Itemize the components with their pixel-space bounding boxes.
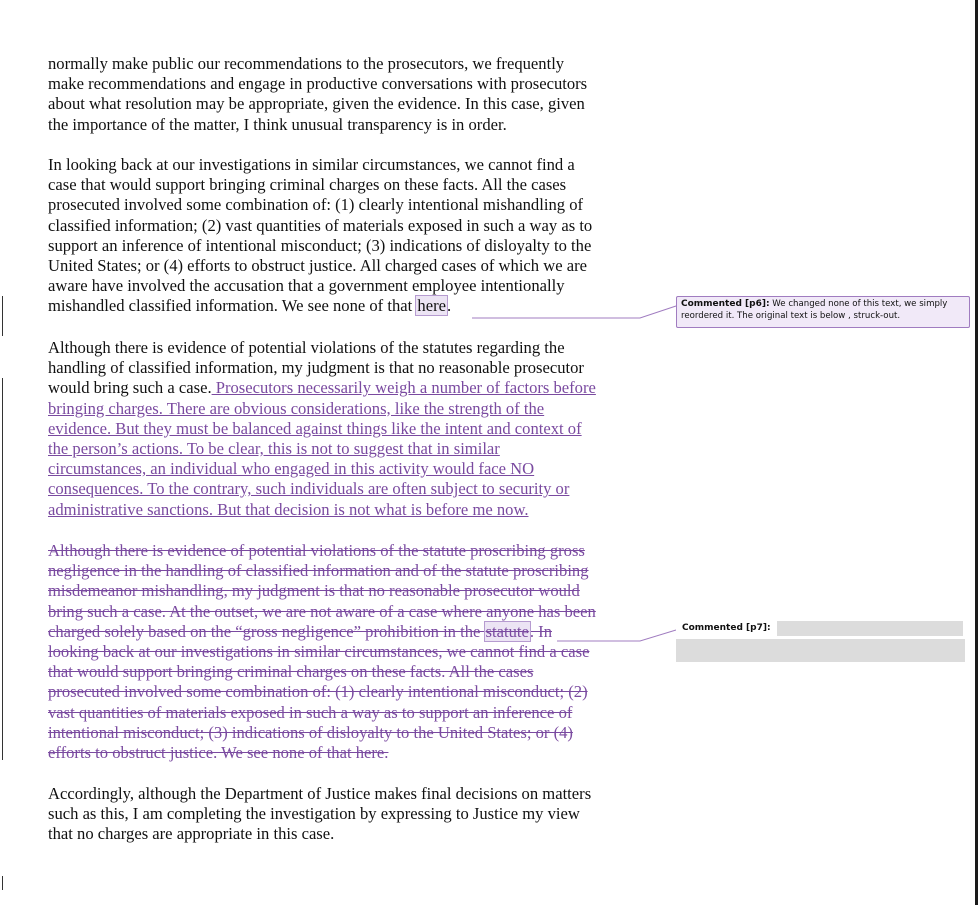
text-line: aware have involved the accusation that a government employee intentionally — [48, 276, 565, 296]
text-line: about what resolution may be appropriate, given the evidence. In this case, given — [48, 94, 585, 114]
paragraph-4-deleted — [48, 541, 648, 763]
comment-text: We changed none of this text, we simply reordered it. The original text is below , struck-out. — [681, 299, 948, 321]
deleted-text-line: prosecuted involved some combination of: (1) clearly intentional misconduct; (2) — [48, 682, 588, 702]
text-line: case that would support bringing criminal charges on these facts. All the cases — [48, 175, 567, 195]
redacted-comment-text — [676, 639, 965, 662]
text-run: . In — [529, 621, 552, 641]
text-line: normally make public our recommendations to the prosecutors, we frequently — [48, 54, 565, 73]
text-line: that no charges are appropriate in this case. — [48, 824, 335, 844]
text-line: make recommendations and engage in productive conversations with prosecutors — [48, 74, 588, 94]
deleted-text-line: efforts to obstruct justice. We see none of that here. — [48, 743, 389, 763]
inserted-text: Prosecutors necessarily weigh a number of factors before — [211, 378, 596, 398]
text-line: such as this, I am completing the investigation by expressing to Justice my view — [48, 804, 580, 824]
deleted-text-line: vast quantities of materials exposed in such a way as to support an inference of — [48, 702, 573, 722]
deleted-text-line: that would support bringing criminal charges on these facts. All the cases — [48, 662, 534, 682]
paragraph-2 — [48, 155, 648, 317]
change-bar — [2, 296, 3, 336]
deleted-text-line: Although there is evidence of potential violations of the statute proscribing gross — [48, 541, 585, 560]
paragraph-3 — [48, 338, 648, 520]
text-line: the importance of the matter, I think unusual transparency is in order. — [48, 114, 507, 134]
text-line: prosecuted involved some combination of: (1) clearly intentional mishandling of — [48, 195, 584, 215]
deleted-text-line: bring such a case. At the outset, we are not aware of a case where anyone has been — [48, 601, 596, 621]
comment-anchor-p6[interactable]: here — [417, 296, 446, 316]
text-run: . — [446, 296, 452, 316]
text-line: classified information; (2) vast quantities of materials exposed in such a way as to — [48, 215, 593, 235]
text-run: would bring such a case. — [48, 378, 212, 398]
comment-balloon-p7[interactable] — [676, 621, 963, 636]
text-run: mishandled classified information. We see none of that — [48, 296, 417, 316]
text-line: Although there is evidence of potential violations of the statutes regarding the — [48, 338, 565, 357]
text-line — [48, 296, 648, 316]
deleted-text-line: intentional misconduct; (3) indications of disloyalty to the United States; or (4) — [48, 722, 573, 742]
comment-balloon-p6[interactable] — [676, 296, 970, 328]
inserted-text-line: evidence. But they must be balanced against things like the intent and context of — [48, 418, 582, 438]
change-bar — [2, 378, 3, 760]
inserted-text-line: the person’s actions. To be clear, this is not to suggest that in similar — [48, 439, 500, 459]
inserted-text-line: consequences. To the contrary, such individuals are often subject to security or — [48, 479, 570, 499]
text-line: support an inference of intentional misconduct; (3) indications of disloyalty to the — [48, 235, 592, 255]
comment-label: Commented [p7]: — [676, 621, 777, 636]
deleted-text-line: misdemeanor mishandling, my judgment is that no reasonable prosecutor would — [48, 581, 580, 601]
text-line — [48, 378, 648, 398]
deleted-text-line — [48, 622, 648, 642]
deleted-text-line: negligence in the handling of classified information and of the statute proscribing — [48, 561, 589, 581]
inserted-text-line: administrative sanctions. But that decision is not what is before me now. — [48, 499, 529, 519]
inserted-text-line: circumstances, an individual who engaged in this activity would face NO — [48, 459, 535, 479]
change-bar — [2, 876, 3, 890]
deleted-text-line: looking back at our investigations in similar circumstances, we cannot find a case — [48, 642, 590, 662]
text-line: handling of classified information, my judgment is that no reasonable prosecutor — [48, 358, 584, 378]
text-line: Accordingly, although the Department of Justice makes final decisions on matters — [48, 784, 592, 803]
paragraph-1 — [48, 54, 648, 135]
inserted-text-line: bringing charges. There are obvious considerations, like the strength of the — [48, 398, 545, 418]
text-line: United States; or (4) efforts to obstruct justice. All charged cases of which we are — [48, 256, 587, 276]
text-line: In looking back at our investigations in similar circumstances, we cannot find a — [48, 155, 575, 174]
paragraph-5 — [48, 784, 648, 845]
comment-anchor-p7[interactable]: statute — [485, 621, 529, 641]
comment-label: Commented [p6]: — [681, 299, 770, 309]
text-run: charged solely based on the “gross negligence” prohibition in the — [48, 621, 485, 641]
